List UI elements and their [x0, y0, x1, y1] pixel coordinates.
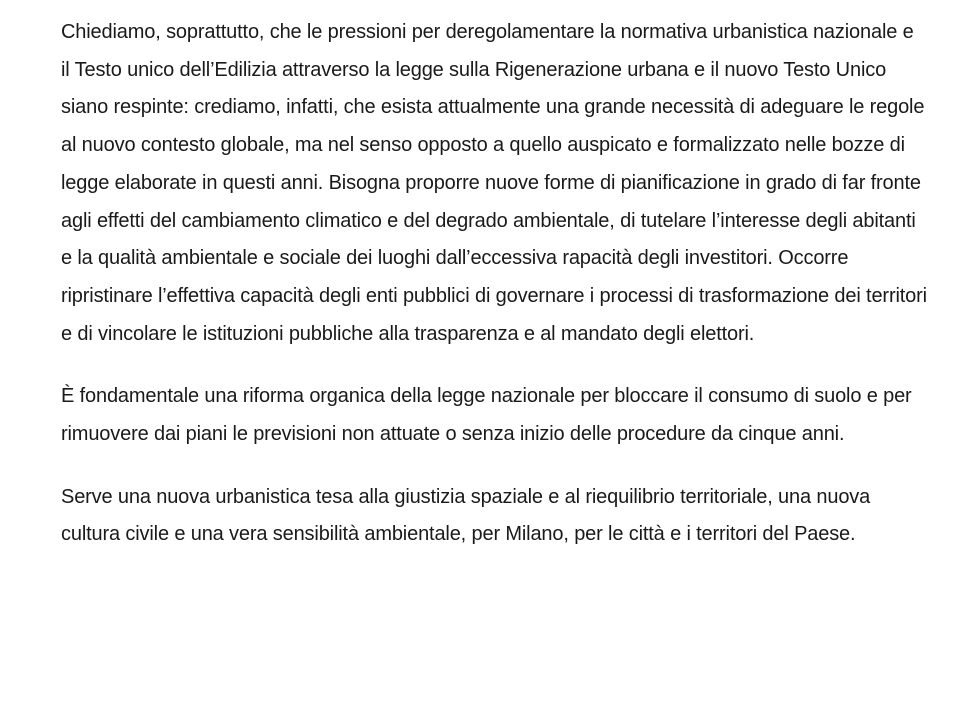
paragraph-2: È fondamentale una riforma organica della legge nazionale per bloccare il consumo di suolo e per rimuovere dai piani le previsioni non attuate o senza inizio delle procedure da cinque anni.	[61, 385, 912, 446]
article-body	[61, 14, 927, 554]
paragraph-1: Chiediamo, soprattutto, che le pressioni per deregolamentare la normativa urbanistica nazionale e il Testo unico dell’Edilizia attraverso la legge sulla Rigenerazione urbana e il nuovo Testo Unico siano respinte: crediamo, infatti, che esista attualmente una grande necessità di adeguare le regole al nuovo contesto globale, ma nel senso opposto a quello auspicato e formalizzato nelle bozze di legge elaborate in questi anni. Bisogna proporre nuove forme di pianificazione in grado di far fronte agli effetti del cambiamento climatico e del degrado ambientale, di tutelare l’interesse degli abitanti e la qualità ambientale e sociale dei luoghi dall’eccessiva rapacità degli investitori. Occorre ripristinare l’effettiva capacità degli enti pubblici di governare i processi di trasformazione dei territori e di vincolare le istituzioni pubbliche alla trasparenza e al mandato degli elettori.	[61, 21, 927, 345]
paragraph-3: Serve una nuova urbanistica tesa alla giustizia spaziale e al riequilibrio territoriale, una nuova cultura civile e una vera sensibilità ambientale, per Milano, per le città e i territori del Paese.	[61, 485, 871, 546]
